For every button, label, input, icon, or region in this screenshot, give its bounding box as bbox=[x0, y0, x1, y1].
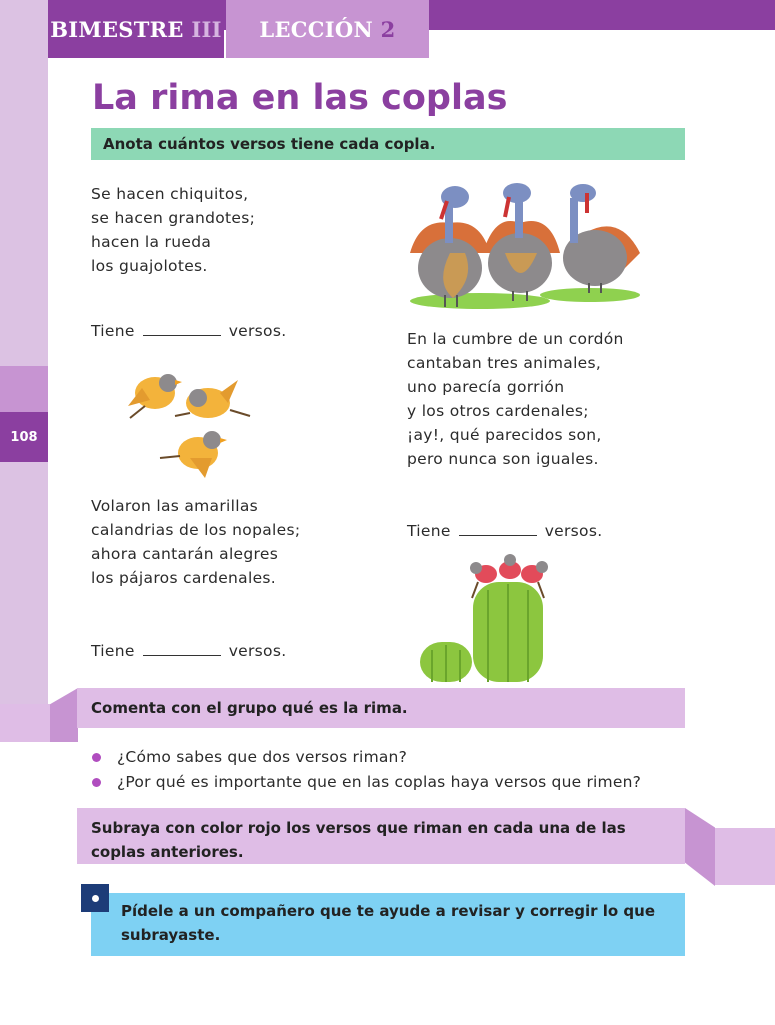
bullet-marker-icon bbox=[81, 884, 109, 912]
tiene-label: Tiene bbox=[407, 522, 451, 540]
yellow-birds-illustration bbox=[120, 358, 260, 483]
verse: ¡ay!, qué parecidos son, bbox=[407, 426, 602, 444]
cactus-cardinals-illustration bbox=[418, 550, 558, 682]
leccion-word: LECCIÓN bbox=[259, 16, 374, 42]
list-item bbox=[92, 745, 641, 770]
instruction-bar bbox=[91, 128, 685, 160]
answer-blank[interactable] bbox=[459, 521, 537, 536]
tiene-label: Tiene bbox=[91, 322, 135, 340]
copla-3 bbox=[91, 494, 300, 590]
question-text: ¿Por qué es importante que en las coplas haya versos que rimen? bbox=[117, 773, 642, 791]
decorative-block bbox=[715, 828, 775, 885]
verse: y los otros cardenales; bbox=[407, 402, 589, 420]
verse: uno parecía gorrión bbox=[407, 378, 565, 396]
pidele-bar bbox=[91, 893, 685, 956]
leccion-label bbox=[226, 0, 429, 58]
subraya-bar bbox=[77, 808, 685, 864]
verse: calandrias de los nopales; bbox=[91, 521, 301, 539]
bullet-icon bbox=[92, 778, 101, 787]
verse: hacen la rueda bbox=[91, 233, 212, 251]
pidele-text: Pídele a un compañero que te ayude a revisar y corregir lo que subrayaste. bbox=[121, 902, 656, 944]
copla-1 bbox=[91, 182, 255, 278]
page-number: 108 bbox=[0, 412, 48, 462]
verse: se hacen grandotes; bbox=[91, 209, 256, 227]
question-list bbox=[92, 745, 641, 795]
versos-label: versos. bbox=[544, 522, 603, 540]
left-margin-block bbox=[0, 366, 48, 412]
comenta-bar bbox=[77, 688, 685, 728]
subraya-text: Subraya con color rojo los versos que riman en cada una de las coplas anteriores. bbox=[91, 819, 626, 861]
tiene-label: Tiene bbox=[91, 642, 135, 660]
list-item bbox=[92, 770, 641, 795]
decorative-triangle bbox=[50, 688, 78, 742]
instruction-text: Anota cuántos versos tiene cada copla. bbox=[103, 135, 436, 153]
answer-line-2 bbox=[407, 521, 602, 540]
page-title: La rima en las coplas bbox=[92, 78, 508, 118]
versos-label: versos. bbox=[228, 642, 287, 660]
answer-line-1 bbox=[91, 321, 286, 340]
versos-label: versos. bbox=[228, 322, 287, 340]
decorative-block bbox=[0, 704, 50, 742]
verse: pero nunca son iguales. bbox=[407, 450, 599, 468]
verse: los pájaros cardenales. bbox=[91, 569, 277, 587]
copla-2 bbox=[407, 327, 624, 471]
verse: cantaban tres animales, bbox=[407, 354, 602, 372]
bimestre-number: III bbox=[191, 16, 222, 42]
comenta-text: Comenta con el grupo qué es la rima. bbox=[91, 699, 408, 717]
bullet-icon bbox=[92, 753, 101, 762]
answer-blank[interactable] bbox=[143, 641, 221, 656]
bimestre-word: BIMESTRE bbox=[50, 16, 184, 42]
bimestre-label bbox=[48, 0, 224, 58]
verse: ahora cantarán alegres bbox=[91, 545, 279, 563]
verse: En la cumbre de un cordón bbox=[407, 330, 624, 348]
answer-line-3 bbox=[91, 641, 286, 660]
turkeys-illustration bbox=[405, 183, 645, 313]
verse: los guajolotes. bbox=[91, 257, 208, 275]
answer-blank[interactable] bbox=[143, 321, 221, 336]
leccion-number: 2 bbox=[380, 16, 396, 42]
verse: Volaron las amarillas bbox=[91, 497, 259, 515]
question-text: ¿Cómo sabes que dos versos riman? bbox=[117, 748, 408, 766]
decorative-triangle bbox=[685, 808, 715, 886]
verse: Se hacen chiquitos, bbox=[91, 185, 249, 203]
